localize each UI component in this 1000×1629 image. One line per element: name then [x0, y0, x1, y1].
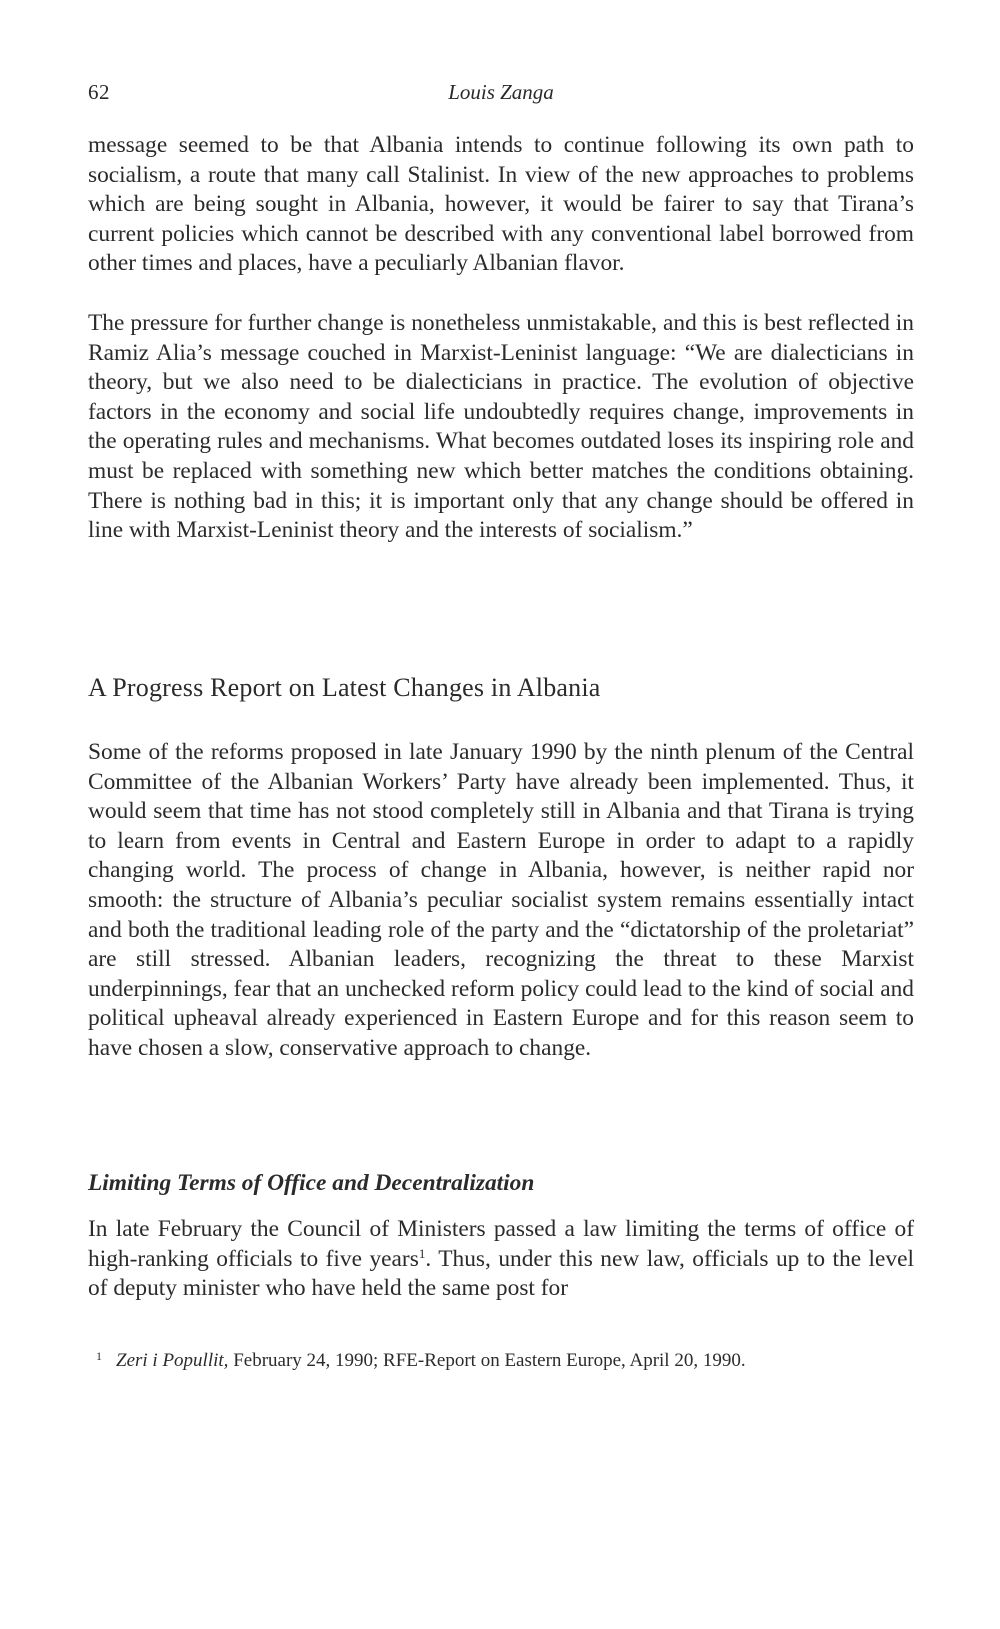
running-title: Louis Zanga [448, 80, 554, 104]
footnote-marker: 1 [96, 1349, 102, 1363]
paragraph-2: The pressure for further change is nonetheless unmistakable, and this is best reflected in Ramiz Alia’s message couched in Marxist-Leninist language: “We are dialecticians in theory, but we also need to be dialecticians in practice. The evolution of objective factors in the economy and social life undoubtedly requires change, improvements in the operating rules and mechanisms. What becomes outdated loses its inspiring role and must be replaced with something new which better matches the conditions obtaining. There is nothing bad in this; it is important only that any change should be offered in line with Marxist-Leninist theory and the interests of socialism.” [88, 310, 914, 544]
subsection-heading: Limiting Terms of Office and Decentralization [88, 1170, 535, 1196]
section-heading: A Progress Report on Latest Changes in Albania [88, 673, 601, 702]
footnote-text: February 24, 1990; RFE-Report on Eastern Europe, April 20, 1990. [228, 1350, 746, 1371]
paragraph-1: message seemed to be that Albania intends to continue following its own path to socialism, a route that many call Stalinist. In view of the new approaches to problems which are being sought in Albania, however, it would be fairer to say that Tirana’s current policies which cannot be described with any conventional label borrowed from other times and places, have a peculiarly Albanian flavor. [88, 132, 914, 277]
paragraph-3: Some of the reforms proposed in late January 1990 by the ninth plenum of the Central Committee of the Albanian Workers’ Party have already been implemented. Thus, it would seem that time has not stood completely still in Albania and that Tirana is trying to learn from events in Central and Eastern Europe in order to adapt to a rapidly changing world. The process of change in Albania, however, is neither rapid nor smooth: the structure of Albania’s peculiar socialist system remains essentially intact and both the traditional leading role of the party and the “dictatorship of the proletariat” are still stressed. Albanian leaders, recognizing the threat to these Marxist underpinnings, fear that an unchecked reform policy could lead to the kind of social and political upheaval already experienced in Eastern Europe and for this reason seem to have chosen a slow, conservative approach to change. [88, 739, 914, 1061]
page-number: 62 [88, 80, 110, 104]
running-head [88, 80, 914, 110]
footnote-source: Zeri i Popullit, [116, 1350, 229, 1371]
paragraph-4 [88, 1215, 914, 1304]
footnote-reference: 1 [418, 1245, 426, 1261]
paragraph-4-text-a: In late February the Council of Ministers passed a law limiting the terms of office of high-ranking officials to five years [88, 1216, 914, 1272]
footnote [96, 1344, 746, 1373]
paragraph-4-text-b: . Thus, under this new law, officials up to the level of deputy minister who have held the same post for [88, 1245, 915, 1302]
